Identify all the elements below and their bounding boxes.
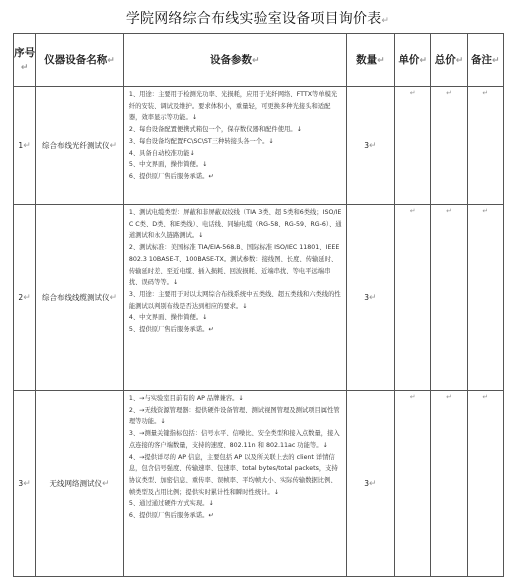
cell-mark-icon: ↵ xyxy=(369,292,377,303)
param-line: 3、用途：主要用于对以太网综合布线系统中五类线、超五类线和六类线的性能测试以判别布线是否达到相应的要求。↓ xyxy=(128,290,341,310)
param-line: 5、提供原厂售后服务承诺。↵ xyxy=(128,326,214,334)
row-total xyxy=(431,205,467,391)
header-name: 仪器设备名称↵ xyxy=(36,34,124,87)
param-line: 2、测试标准：美国标准 TIA/EIA-568.B、国际标准 ISO/IEC 11801、IEEE 802.3 10BASE-T、100BASE-TX。测试参数：接线图、长度、传输延时、传输延时差、至近电缆、插入损耗、回波损耗、近端串扰、等电平远端串扰、误码等等。↓ xyxy=(128,244,340,287)
cell-mark-icon: ↵ xyxy=(23,140,31,151)
param-line: 1、测试电缆类型：屏蔽和非屏蔽双绞线（TIA 3类、超 5类和6类线；ISO/IEC C类、D类、和E类线）、电话线、同轴电缆（RG-58、RG-59、RG-6）、通道测试和永久链路测试。↓ xyxy=(128,209,342,240)
param-line: 3、每台设备均配置FC\SC\ST三种转接头各一个。↓ xyxy=(128,137,274,145)
header-unit-price: 单价↵ xyxy=(395,34,431,87)
cell-mark-icon: ↵ xyxy=(369,478,377,489)
cell-mark-icon: ↵ xyxy=(419,55,427,66)
cell-mark-icon: ↵ xyxy=(377,55,385,66)
param-line: 1、用途：主要用于检测光功率、光损耗，应用于光纤网络、FTTX等单模光纤的安装、调试及维护。要求体积小，重量轻，可更换多种光接头和适配器，效率显示等功能。↓ xyxy=(128,91,338,122)
cell-mark-icon: ↵ xyxy=(482,207,489,215)
cell-mark-icon: ↵ xyxy=(369,140,377,151)
header-no: 序号↵ xyxy=(14,34,36,87)
cell-mark-icon: ↵ xyxy=(446,89,452,97)
row-params xyxy=(123,87,346,205)
cell-mark-icon: ↵ xyxy=(492,55,500,66)
param-line: 2、→无线资源管理器：提供硬件设备管理、测试视图管理及测试项目属性管理等功能。↓ xyxy=(128,406,340,426)
row-name: 无线网络测试仪↵ xyxy=(36,391,124,577)
row-qty: 3↵ xyxy=(346,205,394,391)
cell-mark-icon: ↵ xyxy=(409,89,416,97)
row-no: 1↵ xyxy=(14,87,36,205)
row-params xyxy=(123,391,346,577)
row-name: 综合布线光纤测试仪↵ xyxy=(36,87,124,205)
row-total xyxy=(431,391,467,577)
param-line: 5、中文界面，操作简便。↓ xyxy=(128,161,208,169)
cell-mark-icon: ↵ xyxy=(446,393,452,401)
header-qty: 数量↵ xyxy=(346,34,394,87)
param-line: 6、提供原厂售后服务承诺。↵ xyxy=(128,172,214,180)
cell-mark-icon: ↵ xyxy=(109,292,118,303)
row-unit-price xyxy=(395,205,431,391)
param-line: 4、中文界面、操作简便。↓ xyxy=(128,314,208,322)
row-no: 2↵ xyxy=(14,205,36,391)
cell-mark-icon: ↵ xyxy=(109,140,118,151)
param-line: 4、→提供详尽的 AP 信息，主要包括 AP 以及所关联上去的 client 详情信息，包含信号强度、传输速率、包速率、total bytes/total packets，支持协议类型、加密信息、重传率、误帧率、平均帧大小、实际传输数据比例、帧类型及占用比例；提供实时累计性和瞬时性统计。↓ xyxy=(128,453,338,496)
cell-mark-icon: ↵ xyxy=(446,207,452,215)
param-line: 2、每台设备配置便携式箱包一个，保存数仪器和配件使用。↓ xyxy=(128,126,302,134)
table-row xyxy=(14,391,504,577)
paragraph-mark-icon: ↵ xyxy=(381,16,390,26)
cell-mark-icon: ↵ xyxy=(482,89,489,97)
param-line: 4、具备自动校准功能↓ xyxy=(128,149,195,157)
row-qty: 3↵ xyxy=(346,87,394,205)
row-note xyxy=(467,205,503,391)
inquiry-table xyxy=(13,33,504,577)
header-total: 总价↵ xyxy=(431,34,467,87)
cell-mark-icon: ↵ xyxy=(23,478,31,489)
row-params xyxy=(123,205,346,391)
cell-mark-icon: ↵ xyxy=(409,393,416,401)
table-header-row xyxy=(14,34,504,87)
document-title-text: 学院网络综合布线实验室设备项目询价表 xyxy=(125,11,382,27)
document-title xyxy=(0,8,515,28)
table-row xyxy=(14,87,504,205)
row-total xyxy=(431,87,467,205)
cell-mark-icon: ↵ xyxy=(20,62,29,73)
cell-mark-icon: ↵ xyxy=(252,55,260,66)
cell-mark-icon: ↵ xyxy=(107,55,115,66)
row-unit-price xyxy=(395,391,431,577)
row-name: 综合布线线缆测试仪↵ xyxy=(36,205,124,391)
row-no: 3↵ xyxy=(14,391,36,577)
row-note xyxy=(467,87,503,205)
cell-mark-icon: ↵ xyxy=(409,207,416,215)
param-line: 6、提供原厂售后服务承诺。↵ xyxy=(128,512,214,520)
cell-mark-icon: ↵ xyxy=(102,478,110,489)
cell-mark-icon: ↵ xyxy=(482,393,489,401)
table-row xyxy=(14,205,504,391)
row-note xyxy=(467,391,503,577)
cell-mark-icon: ↵ xyxy=(23,292,31,303)
param-line: 3、→测量关键指标包括：信号水平、信噪比、安全类型和接入点数量，接入点连接的客户端数量，支持的速度、802.11n 和 802.11ac 功能等。↓ xyxy=(128,430,340,449)
param-line: 1、→与实验室目前有的 AP 品牌兼容。↓ xyxy=(128,395,244,402)
header-note: 备注↵ xyxy=(467,34,503,87)
header-params: 设备参数↵ xyxy=(123,34,346,87)
row-qty: 3↵ xyxy=(346,391,394,577)
row-unit-price xyxy=(395,87,431,205)
param-line: 5、通过通过硬件方式实现。↓ xyxy=(128,500,214,508)
cell-mark-icon: ↵ xyxy=(455,55,464,66)
